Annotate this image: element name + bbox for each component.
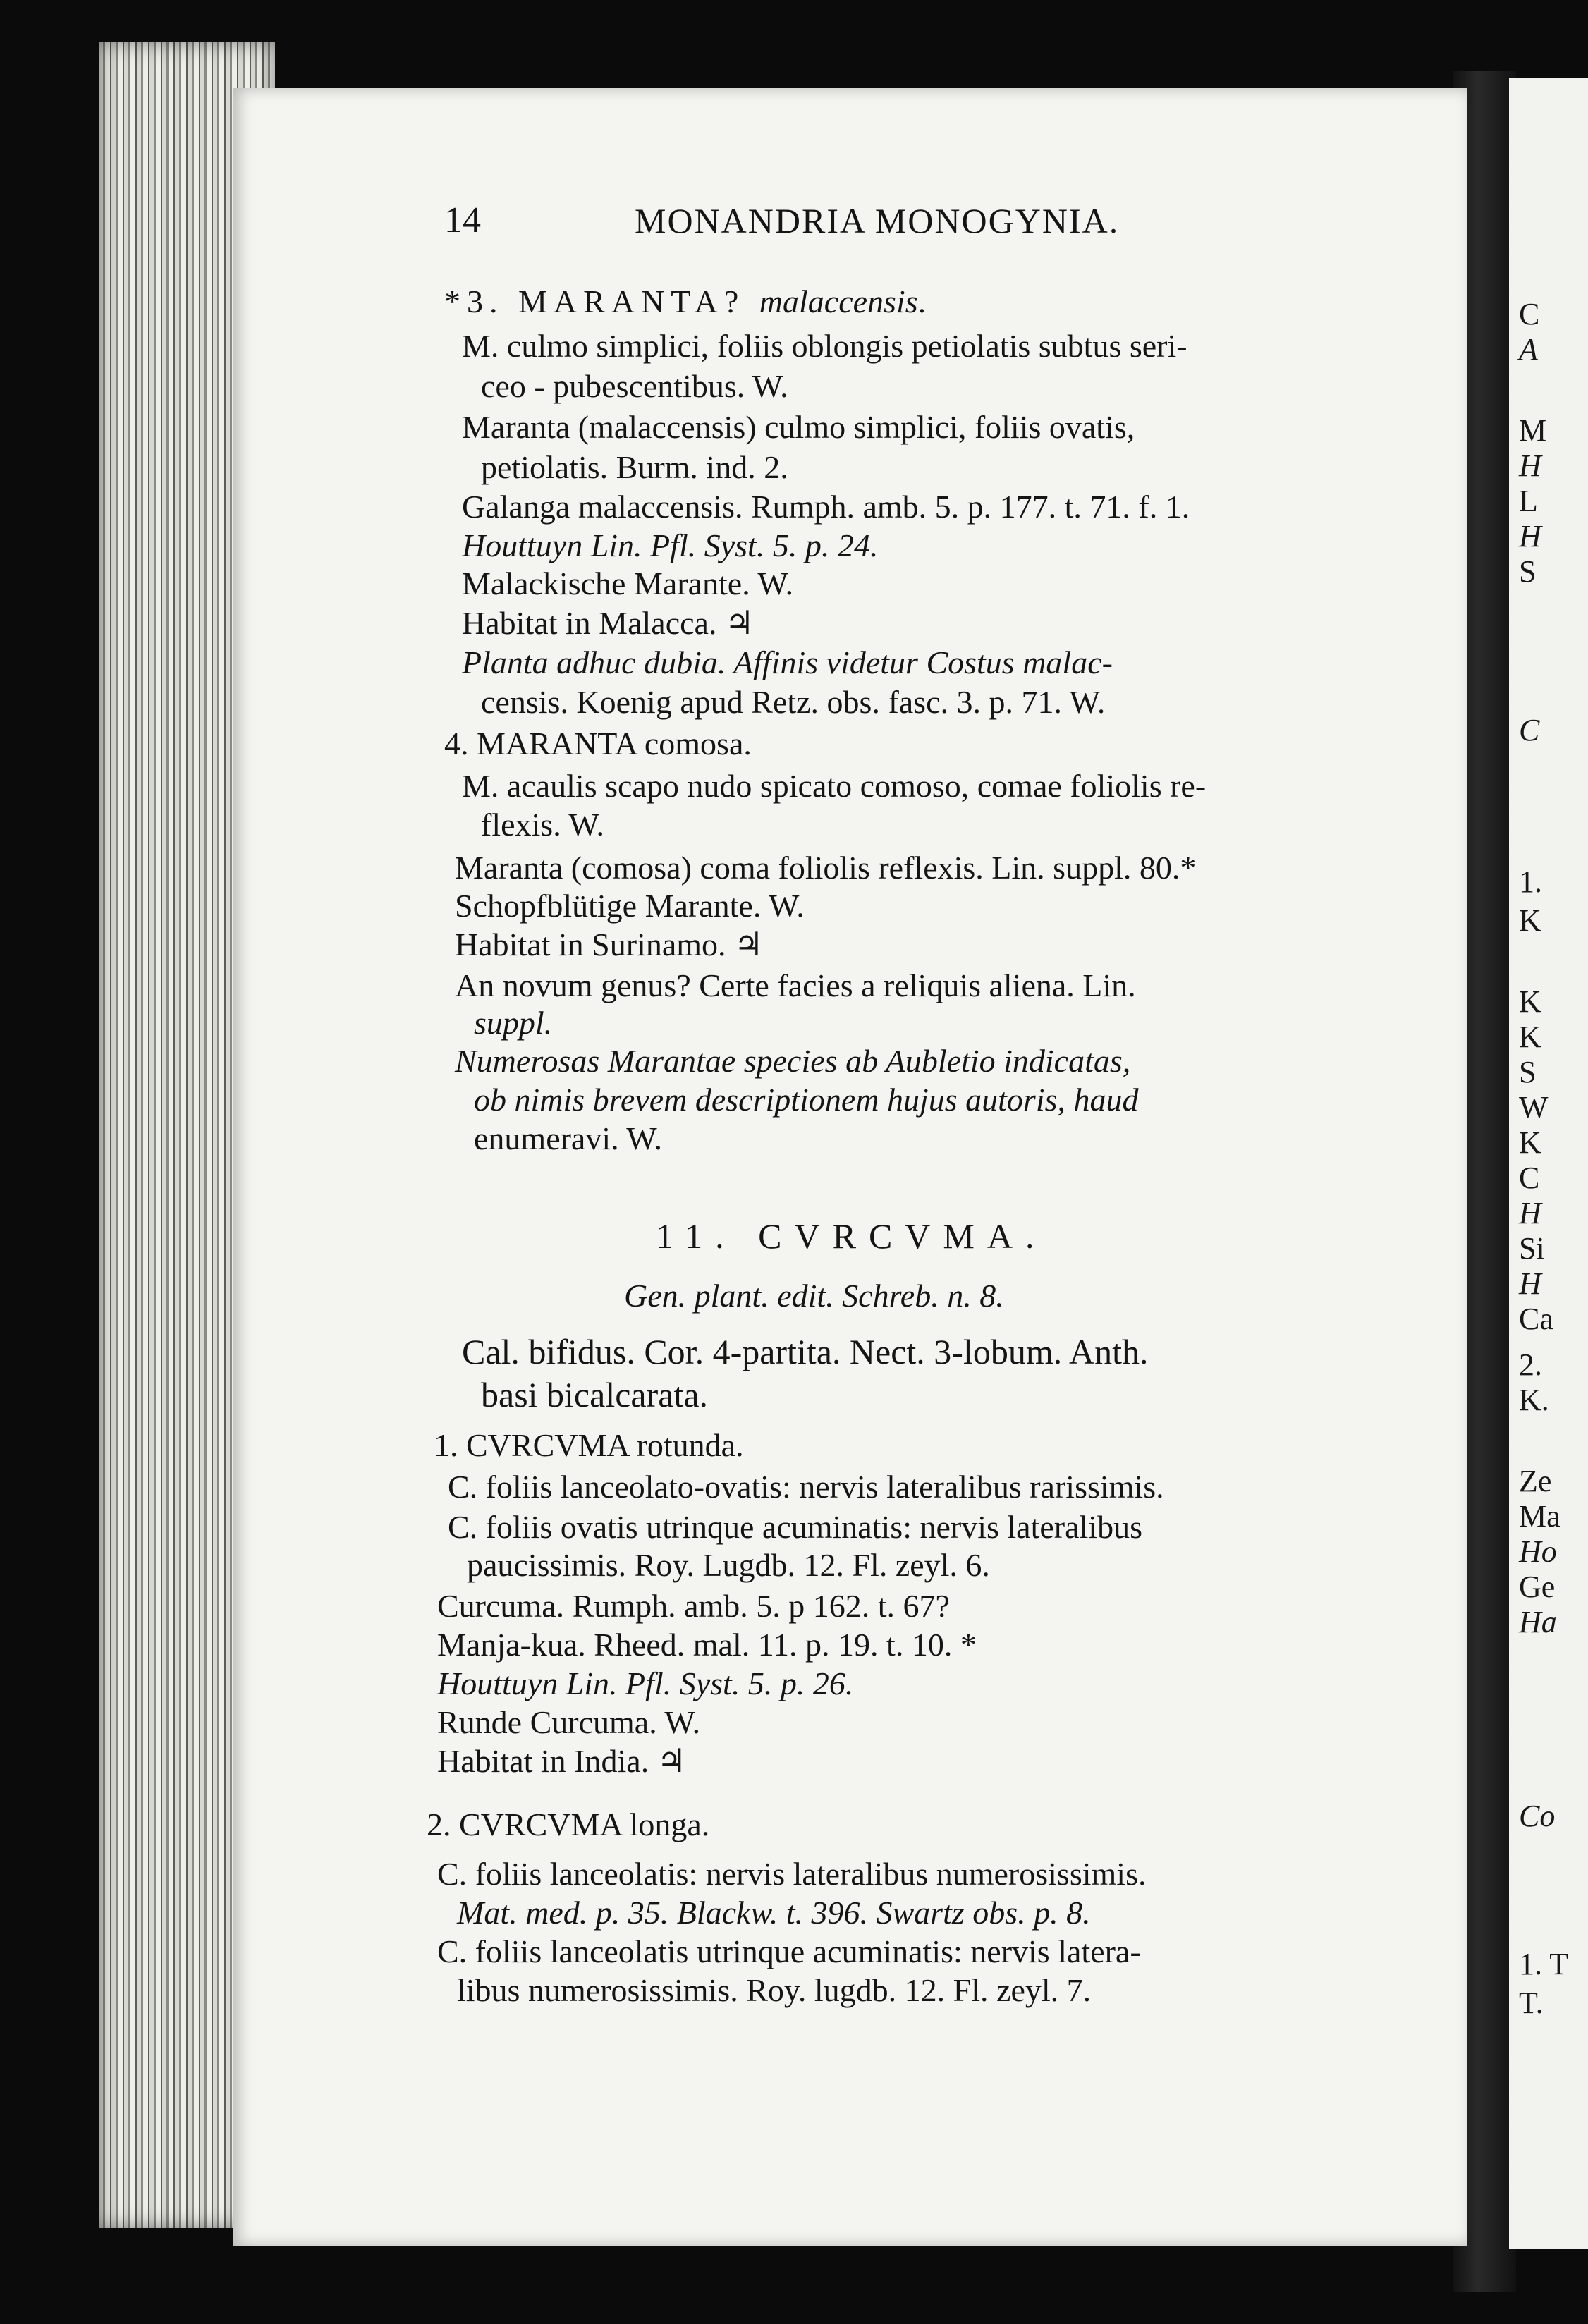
habitat-line: Habitat in India. ♃ xyxy=(437,1743,686,1779)
next-page-fragment-line: C xyxy=(1519,1161,1540,1195)
next-page-fragment-line: Ze xyxy=(1519,1464,1552,1498)
next-page-fragment-line: K xyxy=(1519,1020,1541,1054)
entry-text-line: ceo - pubescentibus. W. xyxy=(481,368,788,404)
entry-text-line: ob nimis brevem descriptionem hujus autoris, haud xyxy=(474,1082,1139,1118)
next-page-fragment-line: H xyxy=(1519,519,1541,554)
entry-text-line: Mat. med. p. 35. Blackw. t. 396. Swartz obs. p. 8. xyxy=(457,1895,1091,1931)
entry-text-line: enumeravi. W. xyxy=(474,1120,662,1156)
entry-text-line: Maranta (comosa) coma foliolis reflexis. Lin. suppl. 80.* xyxy=(455,850,1197,886)
next-page-fragment-line: M xyxy=(1519,413,1547,448)
species-heading-stop: . xyxy=(917,283,927,319)
next-page-fragment-line: K. xyxy=(1519,1383,1549,1417)
entry-text-line: suppl. xyxy=(474,1005,553,1041)
genus-heading: 11. CVRCVMA. xyxy=(656,1216,1047,1256)
next-page-fragment-line: S xyxy=(1519,554,1537,589)
book-page xyxy=(233,88,1467,2246)
next-page-fragment-line: C xyxy=(1519,713,1540,747)
next-page-fragment-line: Ma xyxy=(1519,1499,1560,1534)
species-heading: 1. CVRCVMA rotunda. xyxy=(434,1427,744,1463)
entry-text-line: paucissimis. Roy. Lugdb. 12. Fl. zeyl. 6. xyxy=(467,1547,990,1583)
next-page-fragment-line: L xyxy=(1519,484,1538,518)
entry-text-line: Maranta (malaccensis) culmo simplici, foliis ovatis, xyxy=(462,409,1135,445)
next-page-fragment-line: K xyxy=(1519,903,1541,938)
next-page-fragment-line: T. xyxy=(1519,1986,1544,2020)
entry-text-line: C. foliis lanceolatis: nervis lateralibus numerosissimis. xyxy=(437,1856,1147,1892)
entry-text-line: Schopfblütige Marante. W. xyxy=(455,888,805,924)
species-heading: 4. MARANTA comosa. xyxy=(444,726,752,762)
next-page-fragment-line: H xyxy=(1519,448,1541,483)
next-page-fragment-line: Ca xyxy=(1519,1302,1553,1336)
entry-text-line: Manja-kua. Rheed. mal. 11. p. 19. t. 10. * xyxy=(437,1627,977,1663)
entry-text-line: An novum genus? Certe facies a reliquis aliena. Lin. xyxy=(455,967,1136,1003)
next-page-fragment-line: 2. xyxy=(1519,1347,1542,1382)
entry-text-line: Numerosas Marantae species ab Aubletio indicatas, xyxy=(455,1043,1131,1079)
next-page-fragment-line: Ho xyxy=(1519,1534,1557,1569)
species-heading-epithet: malaccensis xyxy=(759,283,918,319)
next-page-fragment-line: Co xyxy=(1519,1799,1556,1833)
entry-text-line: censis. Koenig apud Retz. obs. fasc. 3. p. 71. W. xyxy=(481,684,1106,720)
next-page-fragment-line: Ge xyxy=(1519,1570,1556,1604)
next-page-fragment-line: K xyxy=(1519,1125,1541,1160)
next-page-fragment-line: H xyxy=(1519,1196,1541,1230)
next-page-fragment-line: K xyxy=(1519,984,1541,1019)
entry-text-line: M. acaulis scapo nudo spicato comoso, comae foliolis re- xyxy=(462,768,1207,804)
next-page-fragment-line: 1. xyxy=(1519,864,1542,899)
species-heading: 2. CVRCVMA longa. xyxy=(427,1806,710,1842)
entry-text-line: M. culmo simplici, foliis oblongis petiolatis subtus seri- xyxy=(462,328,1187,364)
next-page-fragment-line: Ha xyxy=(1519,1605,1557,1639)
entry-text-line: C. foliis ovatis utrinque acuminatis: nervis lateralibus xyxy=(448,1509,1142,1545)
next-page-fragment-line: A xyxy=(1519,332,1538,367)
entry-text-line: C. foliis lanceolatis utrinque acuminatis: nervis latera- xyxy=(437,1933,1141,1969)
next-page-fragment-line: H xyxy=(1519,1266,1541,1301)
habitat-line: Habitat in Surinamo. ♃ xyxy=(455,926,764,962)
next-page-fragment-line: 1. T xyxy=(1519,1947,1569,1981)
next-page-fragment xyxy=(1509,78,1588,2249)
next-page-fragment-line: Si xyxy=(1519,1231,1545,1266)
genus-character: basi bicalcarata. xyxy=(481,1375,709,1414)
page-number: 14 xyxy=(444,200,481,240)
next-page-fragment-line: C xyxy=(1519,297,1540,331)
entry-text-line: Houttuyn Lin. Pfl. Syst. 5. p. 26. xyxy=(437,1665,854,1701)
next-page-fragment-line: W xyxy=(1519,1090,1549,1125)
entry-text-line: C. foliis lanceolato-ovatis: nervis lateralibus rarissimis. xyxy=(448,1469,1164,1505)
entry-text-line: libus numerosissimis. Roy. lugdb. 12. Fl. zeyl. 7. xyxy=(457,1972,1092,2008)
species-heading-genus: *3. MARANTA? xyxy=(444,283,759,319)
entry-text-line: flexis. W. xyxy=(481,807,605,843)
next-page-fragment-line: S xyxy=(1519,1055,1537,1089)
entry-text-line: petiolatis. Burm. ind. 2. xyxy=(481,449,788,485)
species-heading xyxy=(444,283,927,319)
genus-reference: Gen. plant. edit. Schreb. n. 8. xyxy=(624,1278,1004,1314)
habitat-line: Habitat in Malacca. ♃ xyxy=(462,605,755,641)
entry-text-line: Runde Curcuma. W. xyxy=(437,1704,701,1740)
genus-character: Cal. bifidus. Cor. 4-partita. Nect. 3-lobum. Anth. xyxy=(462,1332,1149,1371)
entry-text-line: Planta adhuc dubia. Affinis videtur Costus malac- xyxy=(462,644,1113,680)
entry-text-line: Houttuyn Lin. Pfl. Syst. 5. p. 24. xyxy=(462,527,879,563)
entry-text-line: Malackische Marante. W. xyxy=(462,565,794,601)
running-title: MONANDRIA MONOGYNIA. xyxy=(635,201,1120,240)
entry-text-line: Curcuma. Rumph. amb. 5. p 162. t. 67? xyxy=(437,1588,950,1624)
entry-text-line: Galanga malaccensis. Rumph. amb. 5. p. 177. t. 71. f. 1. xyxy=(462,489,1190,525)
